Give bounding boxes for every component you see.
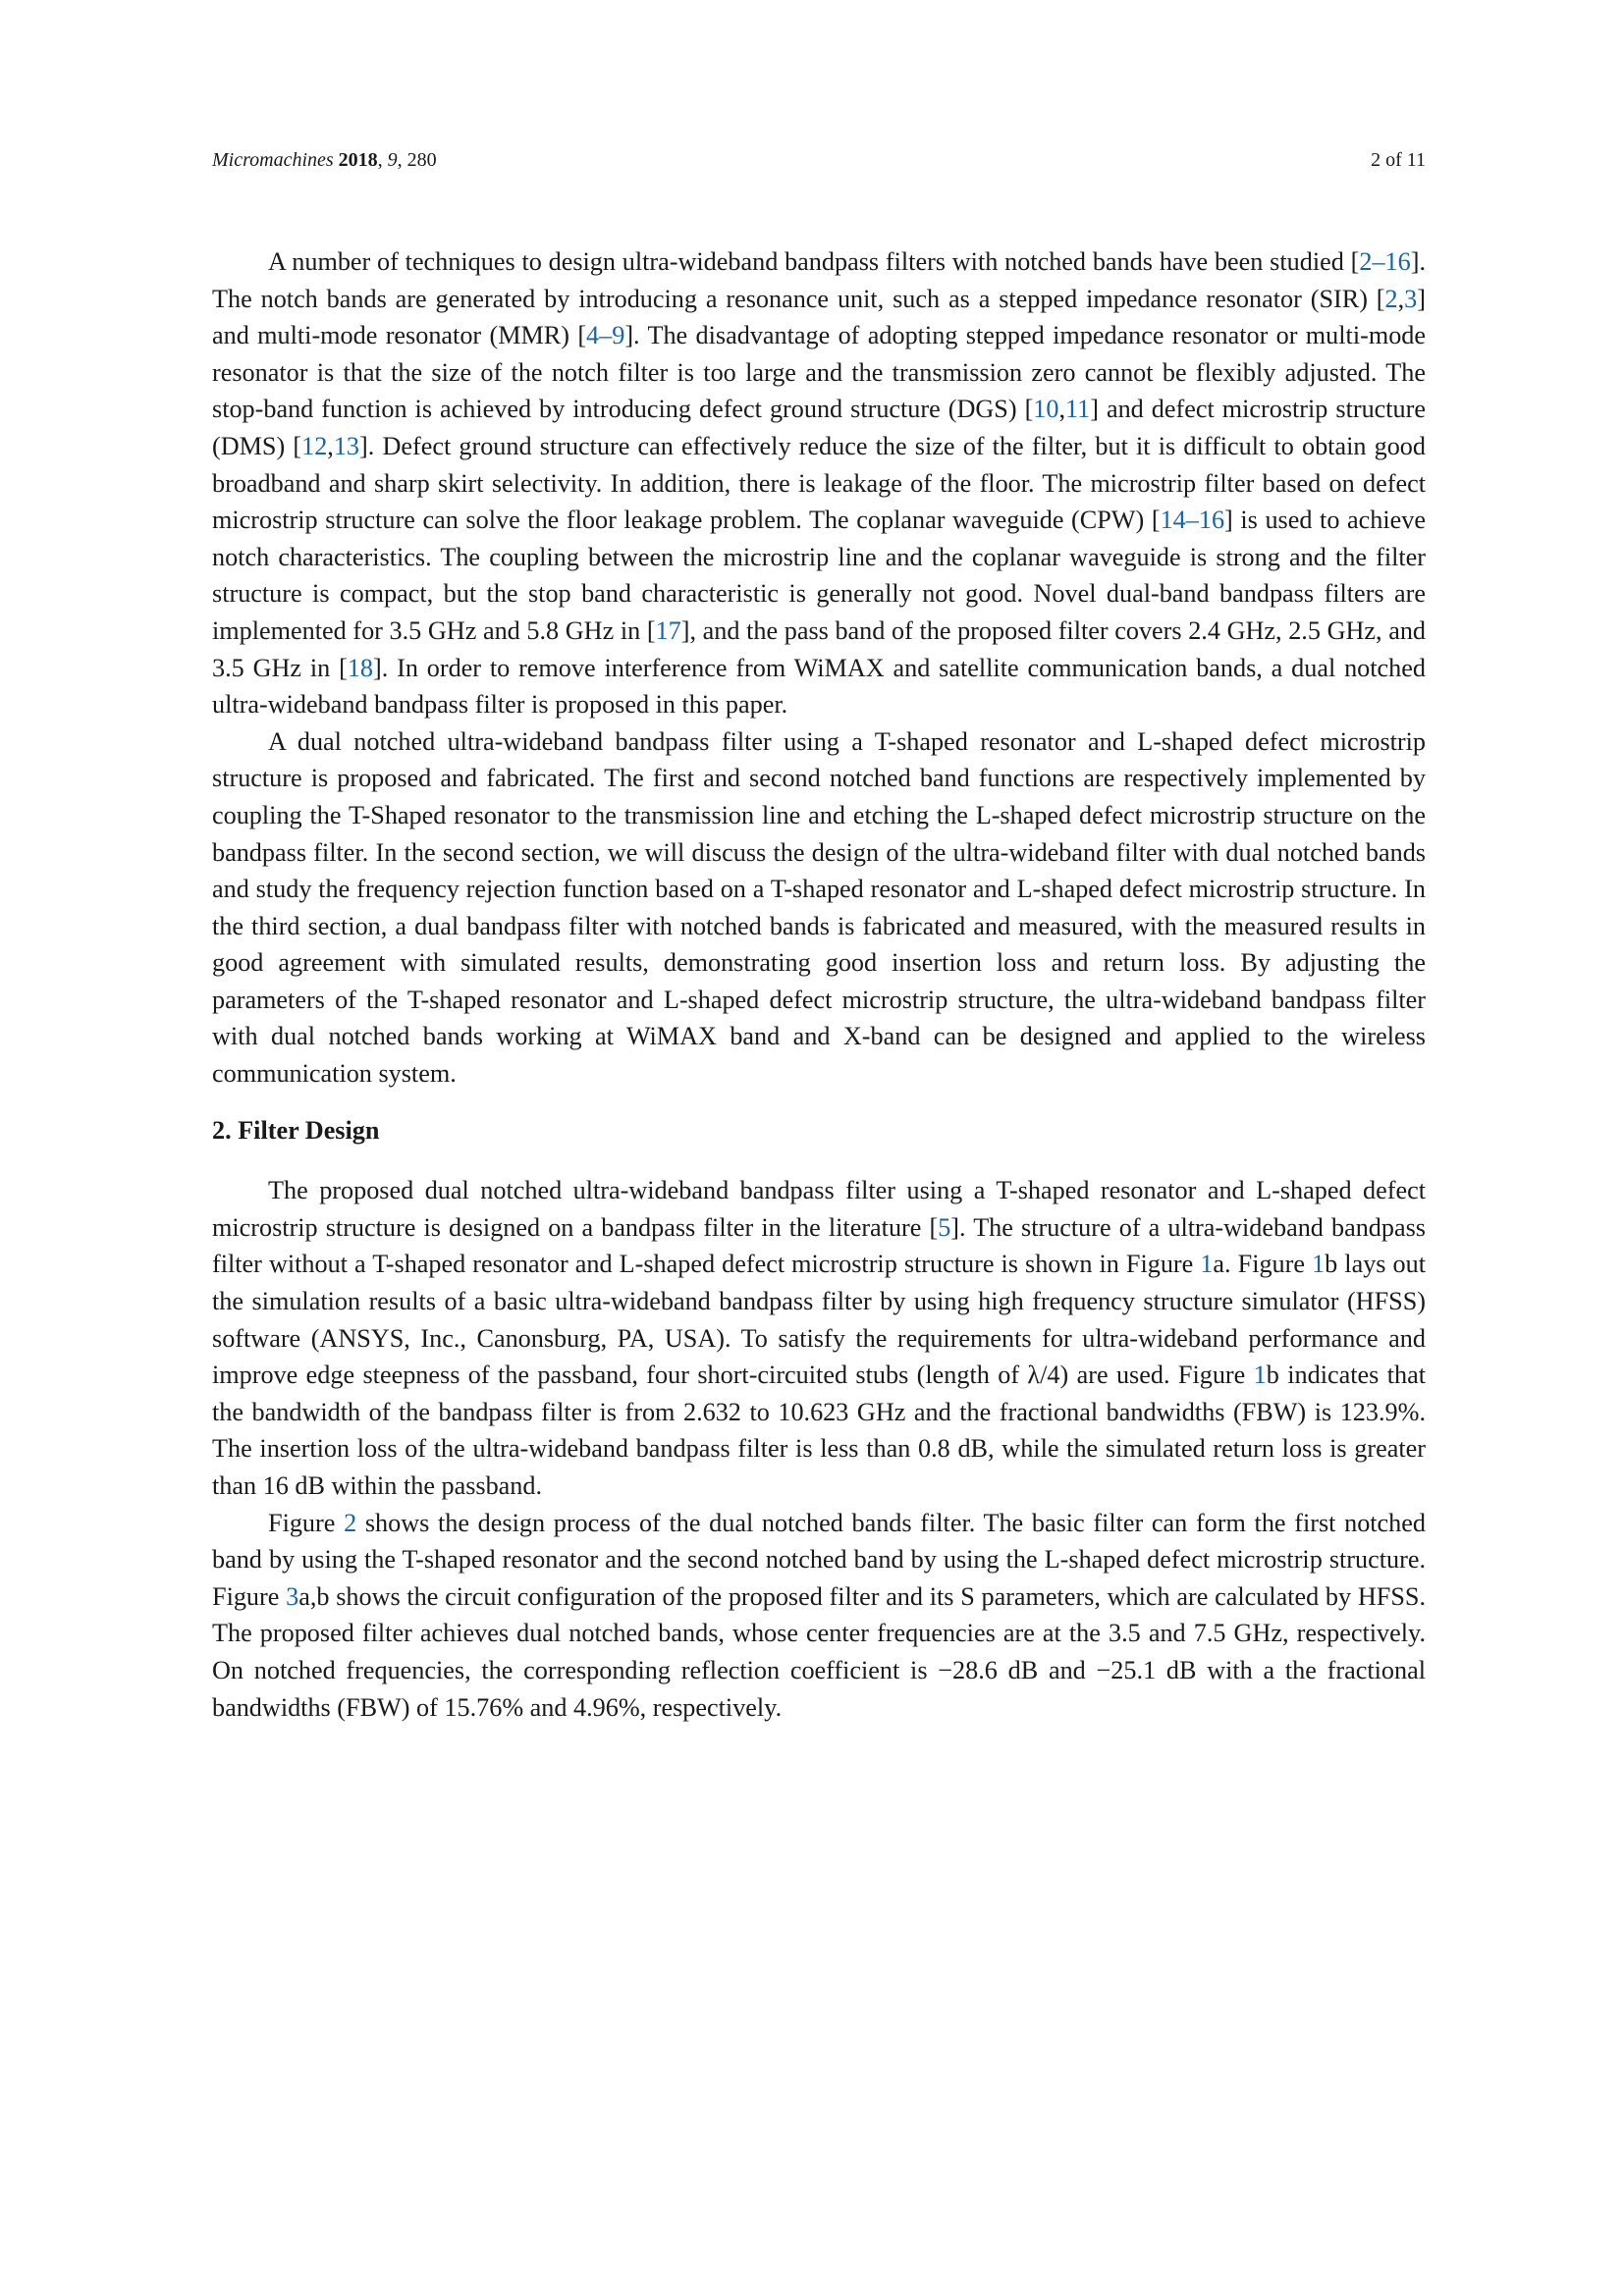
text-run: b indicates that the bandwidth of the bandpass filter is from 2.632 to 10.623 GHz and the fractional bandwidths (FBW) is 123.9%. The insertion loss of the ultra-wideband bandpass filter is less than 0.8 dB, while the simulated return loss is greater than 16 dB within the passband. bbox=[212, 1361, 1426, 1500]
article-number: 280 bbox=[406, 149, 437, 171]
citation-link[interactable]: 5 bbox=[938, 1212, 951, 1242]
text-run: ], and the pass band of the proposed filter covers 2.4 GHz, 2.5 GHz, and 3.5 GHz in [ bbox=[212, 615, 1427, 682]
text-run: ]. The notch bands are generated by introducing a resonance unit, such as a stepped impedance resonator (SIR) [ bbox=[212, 247, 1426, 313]
text-run: , bbox=[1397, 284, 1405, 313]
citation-link[interactable]: 2 bbox=[1384, 284, 1398, 313]
paragraph-design-2 bbox=[212, 1505, 1426, 1727]
figure-link[interactable]: 1 bbox=[1312, 1250, 1326, 1279]
paragraph-intro-1 bbox=[212, 243, 1426, 723]
text-run: b lays out the simulation results of a basic ultra-wideband bandpass filter by using high frequency structure simulator (HFSS) software (ANSYS, Inc., Canonsburg, PA, USA). To satisfy the requirements for ultra-wideband performance and improve edge steepness of the passband, four short-circuited stubs (length of λ/4) are used. Figure bbox=[212, 1250, 1426, 1390]
journal-citation: Micromachines 2018, 9, 280 bbox=[212, 149, 437, 171]
text-run: ]. The disadvantage of adopting stepped impedance resonator or multi-mode resonator is that the size of the notch filter is too large and the transmission zero cannot be flexibly adjusted. The stop-band function is achieved by introducing defect ground structure (DGS) [ bbox=[212, 321, 1427, 424]
paragraph-intro-2: A dual notched ultra-wideband bandpass filter using a T-shaped resonator and L-shaped defect microstrip structure is proposed and fabricated. The first and second notched band functions are respectively implemented by coupling the T-Shaped resonator to the transmission line and etching the L-shaped defect microstrip structure on the bandpass filter. In the second section, we will discuss the design of the ultra-wideband filter with dual notched bands and study the frequency rejection function based on a T-shaped resonator and L-shaped defect microstrip structure. In the third section, a dual bandpass filter with notched bands is fabricated and measured, with the measured results in good agreement with simulated results, demonstrating good insertion loss and return loss. By adjusting the parameters of the T-shaped resonator and L-shaped defect microstrip structure, the ultra-wideband bandpass filter with dual notched bands working at WiMAX band and X-band can be designed and applied to the wireless communication system. bbox=[212, 726, 1426, 1089]
text-run: , bbox=[1058, 395, 1066, 424]
text-run: Figure bbox=[268, 1508, 345, 1537]
citation-link[interactable]: 11 bbox=[1065, 395, 1091, 424]
journal-year: 2018 bbox=[338, 149, 378, 171]
text-run: A number of techniques to design ultra-wideband bandpass filters with notched bands have been studied [ bbox=[268, 247, 1360, 276]
citation-link[interactable]: 18 bbox=[347, 653, 373, 682]
text-run: ] is used to achieve notch characteristics. The coupling between the microstrip line and the coplanar waveguide is strong and the filter structure is compact, but the stop band characteristic is generally not good. Novel dual-band bandpass filters are implemented for 3.5 GHz and 5.8 GHz in [ bbox=[212, 506, 1426, 645]
text-run: ] and multi-mode resonator (MMR) [ bbox=[212, 284, 1426, 350]
text-run: The proposed dual notched ultra-wideband bandpass filter using a T-shaped resonator and L-shaped defect microstrip structure is designed on a bandpass filter in the literature [ bbox=[212, 1176, 1426, 1242]
text-run: , bbox=[327, 431, 334, 460]
page-header bbox=[212, 149, 1426, 179]
text-run: ]. The structure of a ultra-wideband bandpass filter without a T-shaped resonator and L-shaped defect microstrip structure is shown in Figure bbox=[212, 1212, 1426, 1279]
journal-volume: 9 bbox=[387, 149, 398, 171]
citation-link[interactable]: 10 bbox=[1033, 395, 1059, 424]
text-run: ]. In order to remove interference from WiMAX and satellite communication bands, a dual notched ultra-wideband bandpass filter is proposed in this paper. bbox=[212, 653, 1426, 720]
citation-link[interactable]: 12 bbox=[301, 431, 328, 460]
journal-name: Micromachines bbox=[212, 149, 334, 171]
figure-link[interactable]: 1 bbox=[1253, 1361, 1267, 1390]
citation-link[interactable]: 14–16 bbox=[1160, 506, 1225, 535]
figure-link[interactable]: 2 bbox=[344, 1508, 357, 1537]
paragraph-design-1 bbox=[212, 1172, 1426, 1504]
citation-link[interactable]: 13 bbox=[333, 431, 360, 460]
text-run: a. Figure bbox=[1213, 1250, 1313, 1279]
text-run: shows the design process of the dual notched bands filter. The basic filter can form the first notched band by using the T-shaped resonator and the second notched band by using the L-shaped defect microstrip structure. Figure bbox=[212, 1508, 1426, 1611]
article-body bbox=[212, 243, 1426, 1726]
text-run: ]. Defect ground structure can effectively reduce the size of the filter, but it is difficult to obtain good broadband and sharp skirt selectivity. In addition, there is leakage of the floor. The microstrip filter based on defect microstrip structure can solve the floor leakage problem. The coplanar waveguide (CPW) [ bbox=[212, 431, 1426, 535]
text-run: a,b shows the circuit configuration of the proposed filter and its S parameters, which are calculated by HFSS. The proposed filter achieves dual notched bands, whose center frequencies are at the 3.5 and 7.5 GHz, respectively. On notched frequencies, the corresponding reflection coefficient is −28.6 dB and −25.1 dB with a the fractional bandwidths (FBW) of 15.76% and 4.96%, respectively. bbox=[212, 1581, 1426, 1722]
citation-link[interactable]: 2–16 bbox=[1359, 247, 1411, 276]
citation-link[interactable]: 3 bbox=[1404, 284, 1418, 313]
citation-link[interactable]: 17 bbox=[655, 615, 681, 645]
text-run: ] and defect microstrip structure (DMS) [ bbox=[212, 395, 1426, 460]
figure-link[interactable]: 1 bbox=[1200, 1250, 1214, 1279]
figure-link[interactable]: 3 bbox=[286, 1581, 299, 1611]
page-number: 2 of 11 bbox=[1371, 149, 1426, 171]
section-heading: 2. Filter Design bbox=[212, 1115, 380, 1145]
citation-link[interactable]: 4–9 bbox=[586, 321, 625, 350]
